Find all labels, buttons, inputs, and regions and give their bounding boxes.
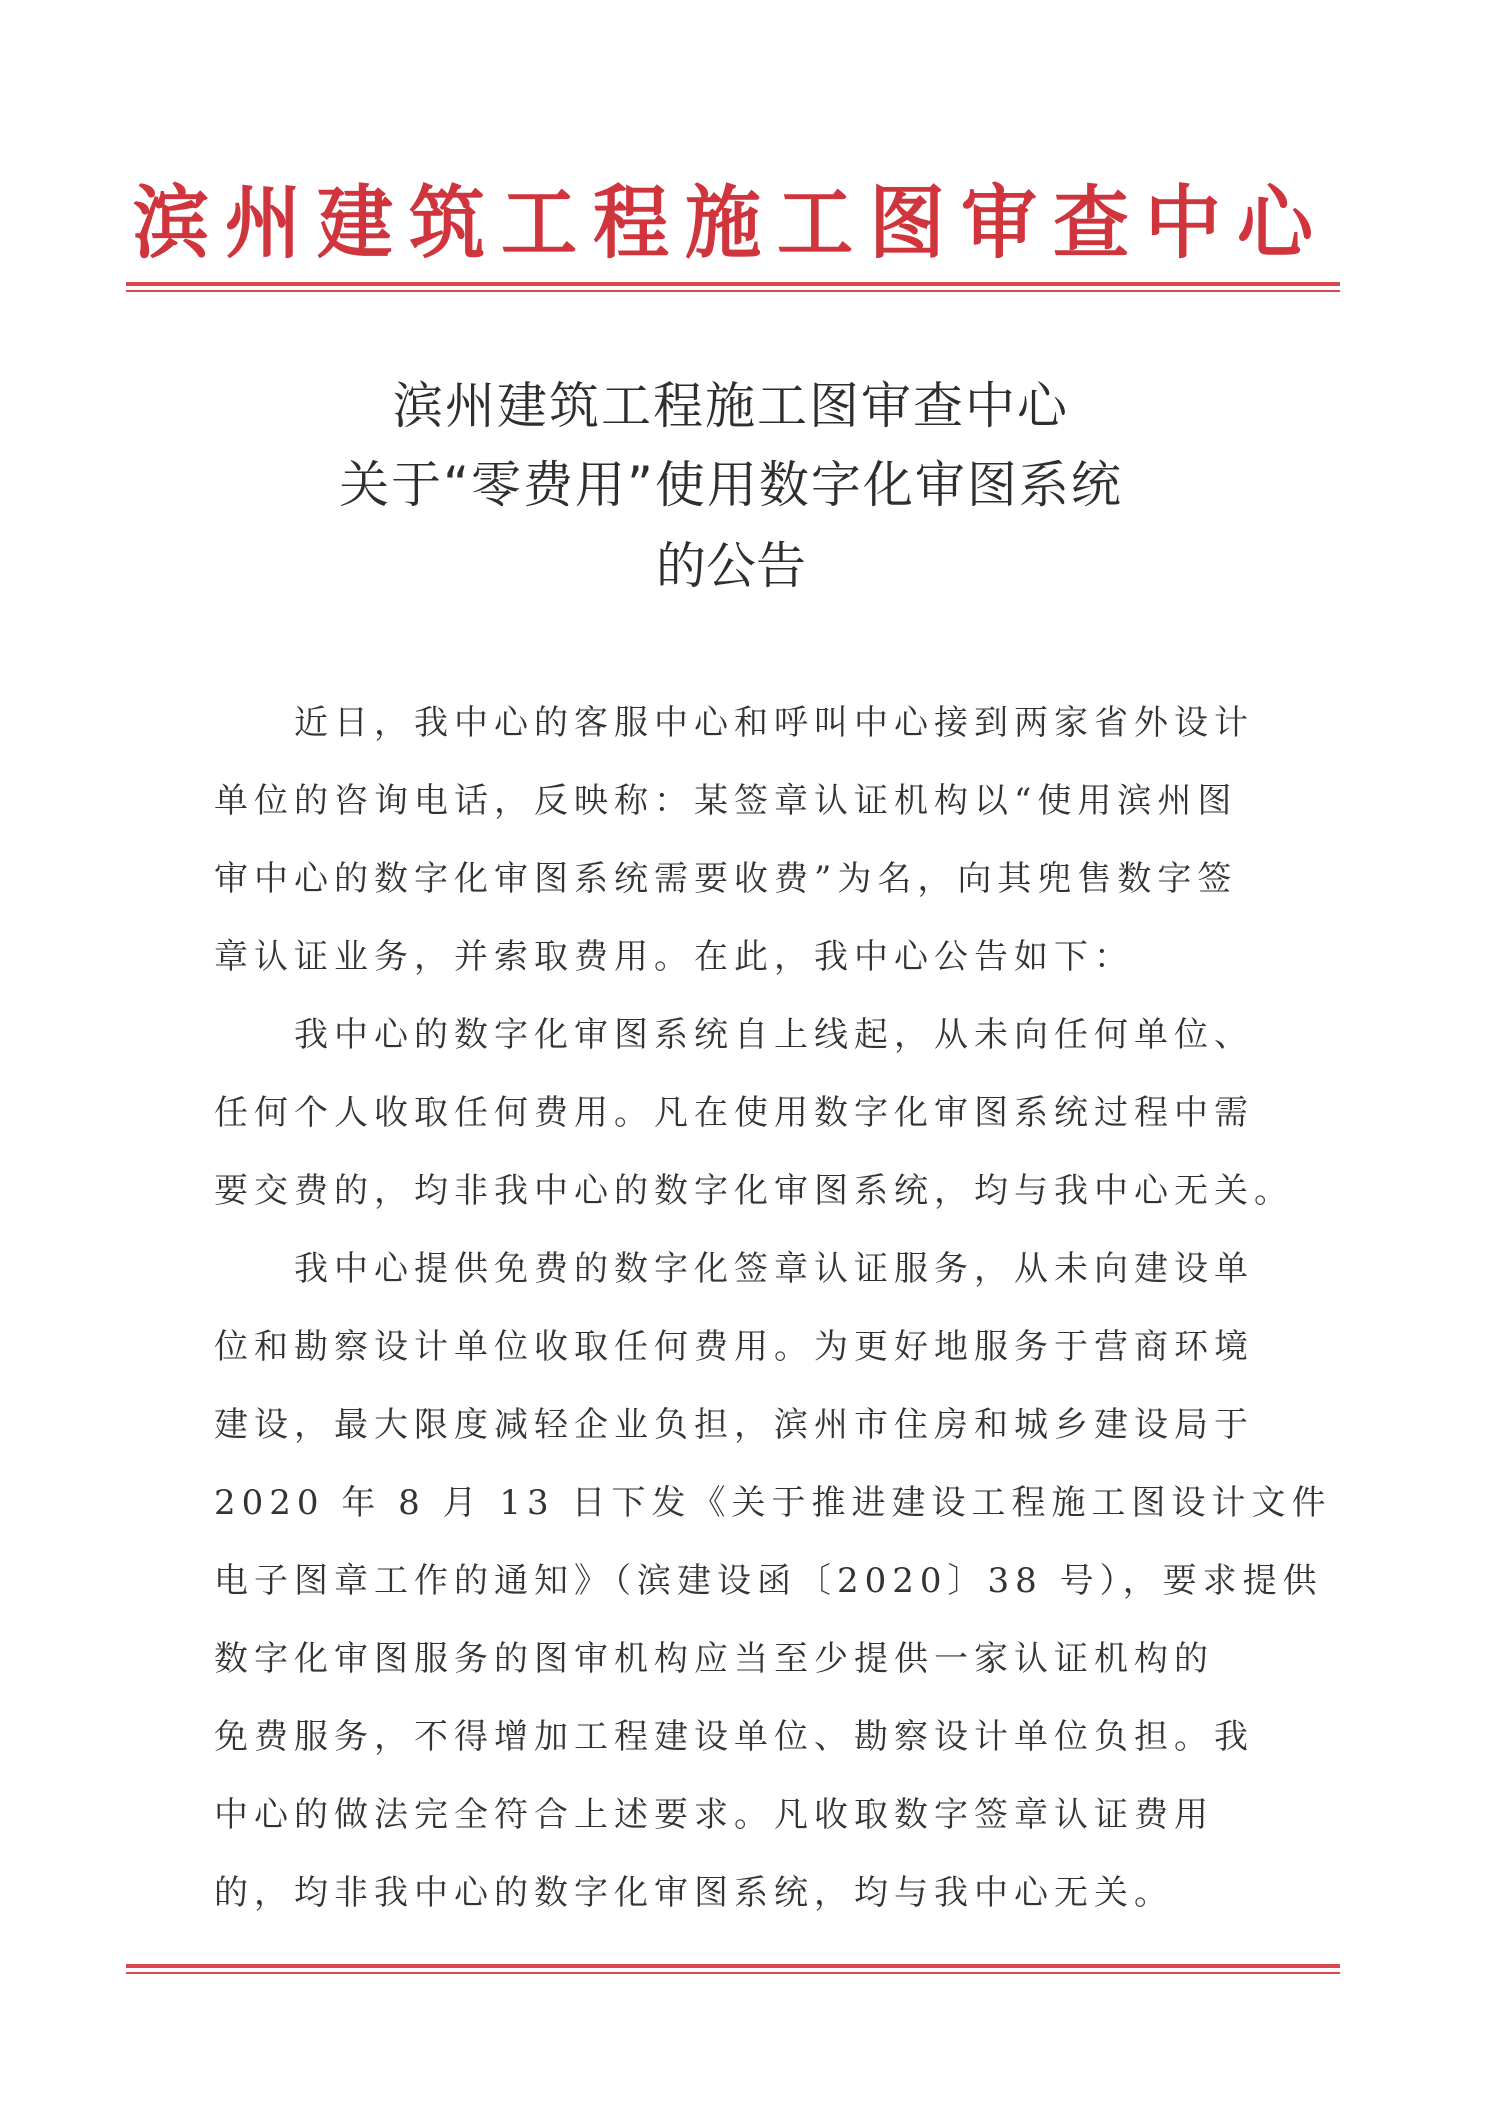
document-title-line-3: 的公告: [656, 537, 806, 595]
document-title-line-2: 关于“零费用”使用数字化审图系统: [339, 456, 1123, 514]
issuer-header-title: 滨州建筑工程施工图审查中心: [133, 175, 1329, 270]
footer-red-rule: [126, 1964, 1340, 1976]
body-line: 数字化审图服务的图审机构应当至少提供一家认证机构的: [214, 1639, 1214, 1679]
body-line: 我中心提供免费的数字化签章认证服务，从未向建设单: [294, 1249, 1254, 1289]
body-line: 中心的做法完全符合上述要求。凡收取数字签章认证费用: [214, 1795, 1214, 1835]
header-rule-thin-line: [126, 290, 1340, 292]
body-line: 位和勘察设计单位收取任何费用。为更好地服务于营商环境: [214, 1327, 1254, 1367]
document-title-line-1: 滨州建筑工程施工图审查中心: [393, 377, 1069, 435]
footer-rule-thick-line: [126, 1964, 1340, 1968]
body-line: 单位的咨询电话，反映称：某签章认证机构以“使用滨州图: [214, 781, 1238, 821]
body-line: 2020 年 8 月 13 日下发《关于推进建设工程施工图设计文件: [214, 1483, 1332, 1523]
body-line: 任何个人收取任何费用。凡在使用数字化审图系统过程中需: [214, 1093, 1254, 1133]
header-rule-thick-line: [126, 282, 1340, 286]
body-line: 近日，我中心的客服中心和呼叫中心接到两家省外设计: [294, 703, 1254, 743]
body-line: 的，均非我中心的数字化审图系统，均与我中心无关。: [214, 1873, 1174, 1913]
body-line: 建设，最大限度减轻企业负担，滨州市住房和城乡建设局于: [214, 1405, 1254, 1445]
body-line: 章认证业务，并索取费用。在此，我中心公告如下：: [214, 937, 1134, 977]
body-line: 审中心的数字化审图系统需要收费”为名，向其兜售数字签: [214, 859, 1238, 899]
body-line: 要交费的，均非我中心的数字化审图系统，均与我中心无关。: [214, 1171, 1294, 1211]
footer-rule-thin-line: [126, 1972, 1340, 1974]
body-line: 免费服务，不得增加工程建设单位、勘察设计单位负担。我: [214, 1717, 1254, 1757]
body-line: 我中心的数字化审图系统自上线起，从未向任何单位、: [294, 1015, 1254, 1055]
body-line: 电子图章工作的通知》（滨建设函〔2020〕38 号），要求提供: [214, 1561, 1323, 1601]
header-red-rule: [126, 282, 1340, 294]
